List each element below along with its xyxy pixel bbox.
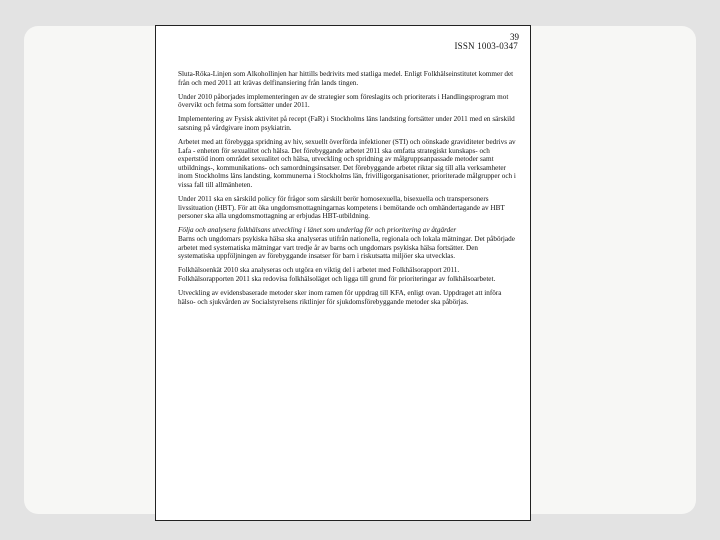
paragraph-child-mental-health: Barns och ungdomars psykiska hälsa ska analyseras utifrån nationella, regionala och lokala mätningar. Det påbörjade arbetet med systematiska mätningar vart tredje år av barns och ungdomars psykiska hälsa fortsätter. Den systematiska uppföljningen av förebyggande insatser för barn i riskutsatta miljöer ska utvecklas. bbox=[178, 235, 515, 261]
paragraph-overweight-program: Under 2010 påborjades implementeringen av de strategier som föreslagits och prioriterats i Handlingsprogram mot övervikt och fetma som fortsätter under 2011. bbox=[178, 92, 509, 110]
paragraph-public-health-survey: Folkhälsoenkät 2010 ska analyseras och utgöra en viktig del i arbetet med Folkhälsorapport 2011. Folkhälsorapporten 2011 ska redovisa folkhälsoläget och ligga till grund för prioriteringar av folkhälsoarbetet. bbox=[178, 266, 496, 283]
page-number: 39 bbox=[510, 32, 519, 42]
paragraph-evidence-methods: Utveckling av evidensbaserade metoder sker inom ramen för uppdrag till KFA, enligt ovan. Uppdraget att införa hälso- och sjukvården av Socialstyrelsens riktlinjer för sjukdomsförebyggande metoder ska påbörjas. bbox=[178, 288, 502, 306]
issn-label: ISSN 1003-0347 bbox=[454, 41, 518, 51]
paragraph-hiv-sti: Arbetet med att förebygga spridning av hiv, sexuellt överförda infektioner (STI) och oönskade graviditeter bedrivs av Lafa - enheten för sexualitet och hälsa. Det förebyggande arbetet 2011 ska omfatta strategiskt kunskaps- och expertstöd inom området sexualitet och hälsa, utveckling och spridning av målgruppsanpassade metoder samt utbildnings-, kommunikations- och samordningsinsatser. Det förebyggande arbetet riktar sig till alla verksamheter inom Stockholms läns landsting, kommunerna i Stockholms län, frivilligorganisationer, prioriterade målgrupper och i vissa fall till allmänheten. bbox=[178, 138, 516, 190]
paragraph-far: Implementering av Fysisk aktivitet på recept (FaR) i Stockholms läns landsting fortsätter under 2011 med en särskild satsning på vårdgivare inom psykiatrin. bbox=[178, 115, 515, 132]
paragraph-hbt-policy: Under 2011 ska en särskild policy för frågor som särskilt berör homosexuella, bisexuella och transpersoners livssituation (HBT). För att öka ungdomsmottagningarnas kompetens i bemötande och omhändertagande av HBT personer ska alla ungdomsmottagning ar erbjudas HBT-utbildning. bbox=[178, 195, 505, 221]
paragraph-quitline: Sluta-Röka-Linjen som Alkohollinjen har hittills bedrivits med statliga medel. Enligt Folkhälseinstitutet kommer det från och med 2011 att krävas delfinansiering från lands tingen. bbox=[178, 70, 514, 87]
document-page bbox=[155, 25, 531, 521]
document-body bbox=[178, 70, 516, 312]
section-heading: Följa och analysera folkhälsans utveckling i länet som underlag för och prioritering av åtgärder bbox=[178, 226, 457, 235]
